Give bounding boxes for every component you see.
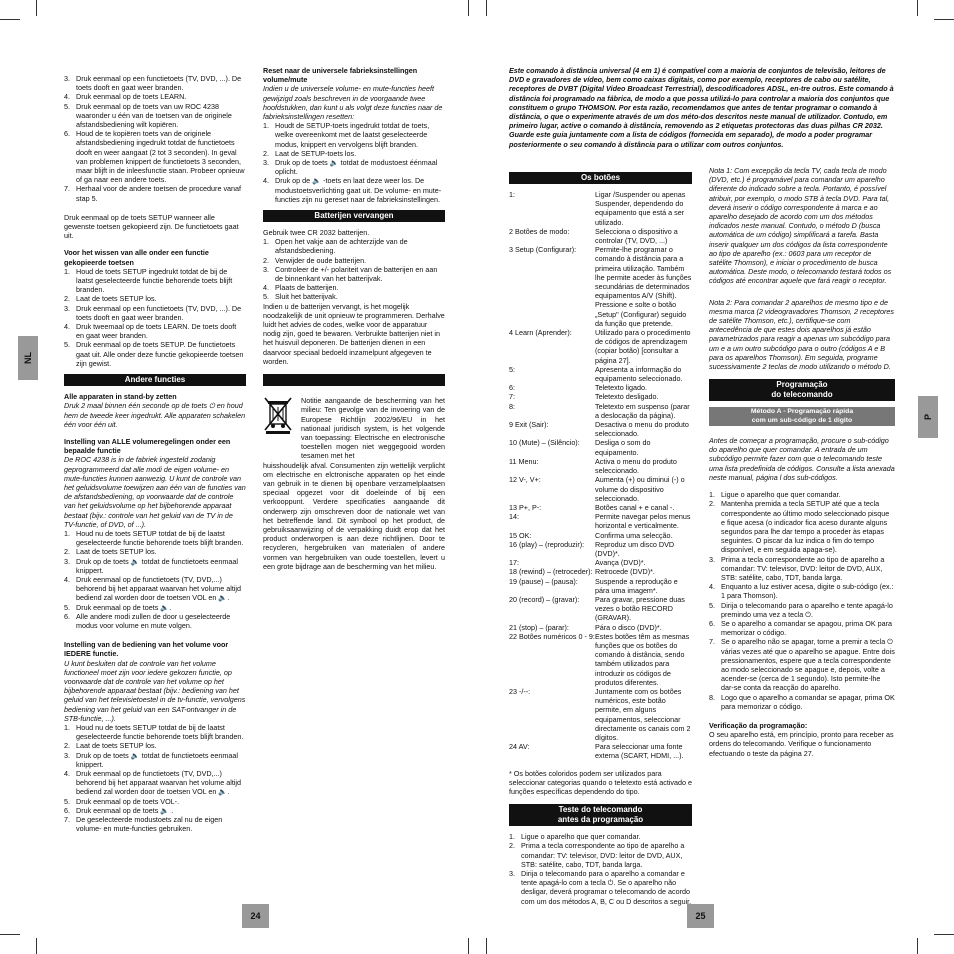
list-item [263,292,445,301]
list-item-text: Herhaal voor de andere toetsen de procedure vanaf stap 5. [76,184,242,203]
list-item [509,841,692,869]
list-item-text: De geselecteerde modustoets zal nu de eigen volume- en mute-functies gebruiken. [76,815,223,834]
reset-text: Indien u de universele volume- en mute-functies heeft gewijzigd zoals beschreven in de voorgaande twee hoofdstukken, dan kunt u als volgt deze functies naar de fabrieksinstellingen resetten: [263,84,443,122]
list-item-text: Druk eenmaal op de toets 🔈. [76,602,172,612]
learn-steps-list [64,74,246,203]
crop-mark [917,0,918,16]
list-item-number: 1. [263,237,269,247]
list-item-number: 3. [263,264,269,274]
section-header-buttons: Os botões [509,172,692,184]
button-key: 20 (record) – (gravar): [509,594,580,604]
test-steps-list [509,832,692,906]
note-2: Nota 2: Para comandar 2 aparelhos de mesmo tipo e de mesma marca (2 videogravadores Thomson, 2 receptores de satélite Thomson, etc.), certifique-se com antecedência de que estes dois aparelhos já estão parametrizados para reagir a apenas um subcódigo para um e a um outro subcódigo para o outro (códigos A e B para os aparelhos Thomson). Em seguida, programe sucessivamente 2 teclas de modo utilizando o método D. [709,297,894,372]
button-description-row [509,392,692,401]
page-number: 24 [242,904,269,928]
list-item [64,806,246,815]
list-item-text: Druk eenmaal op een functietoets (TV, DVD, ...). De toets dooft en gaat weer branden. [76,303,242,322]
button-description-row [509,503,692,512]
button-key: 15 OK: [509,530,532,540]
list-item [64,547,246,556]
list-item-number: 2. [64,547,70,557]
button-key: 8: [509,401,515,411]
list-item-text: Verwijder de oude batterijen. [275,255,367,265]
list-item-number: 1. [64,723,70,732]
standby-text: Druk 2 maal binnen één seconde op de toets ⏻ en houd hem de tweede keer ingedrukt. Alle apparaten schakelen één voor één uit. [64,401,246,429]
list-item [64,102,246,130]
test-header-line2: antes da programação [557,815,644,825]
list-item [709,619,895,637]
button-description-row [509,420,692,438]
button-description-row [509,383,692,392]
button-description: Permite navegar pelos menus horizontal e verticalmente. [595,512,691,531]
list-item [263,265,445,283]
list-item-text: Druk eenmaal op de toets VOL-. [76,796,180,806]
list-item-text: Druk eenmaal op de toets van uw ROC 4238 waaronder u één van de toetsen van de originele afstandsbediening wilt kopiëren. [76,101,232,130]
list-item-text: Druk eenmaal op de functietoets (TV, DVD,...) behorend bij het apparaat waarvan het volume altijd bediend zal worden door de toetsen VOL en 🔈. [76,574,242,603]
list-item-text: Druk eenmaal op een functietoets (TV, DVD, ...). De toets dooft en gaat weer branden. [76,74,242,93]
list-item [64,741,246,750]
list-item [263,176,445,204]
button-description-row [509,438,692,456]
list-item-text: Houd de te kopiëren toets van de originele afstandsbediening ingedrukt totdat de functietoets dooft en weer aangaat (2 tot 3 seconden). In geval van problemen knippert de functietoets 3 seconden, maar blijft in de inleesfunctie staan. Probeer opnieuw of ga naar een andere toets. [76,129,245,185]
list-item [64,184,246,202]
list-item-text: Laat de SETUP-toets los. [275,148,357,158]
list-item-number: 5. [64,602,70,612]
button-description-row [509,365,692,383]
list-item [64,267,246,295]
method-a-header [709,407,895,426]
list-item-number: 3. [64,303,70,313]
list-item [64,769,246,797]
list-item-number: 4. [263,176,269,186]
list-item-text: Dirija o telecomando para o aparelho a comandar e tente apagá-lo com a tecla ⏻. Se o aparelho não desligar, deverá programar o telecomando de acordo com um dos métodos A, B, C ou D descritos a seguir. [521,869,692,906]
button-description: Teletexto desligado. [595,392,659,402]
button-description: Reproduz um disco DVD (DVD)*. [595,539,675,558]
list-item [64,294,246,303]
list-item [64,723,246,741]
button-description: Suspende a reprodução e pára uma imagem*. [595,576,678,595]
crop-mark [36,938,37,954]
button-description-row [509,475,692,503]
list-item [709,555,895,583]
button-key: 2 Botões de modo: [509,226,570,236]
verify-text: O seu aparelho está, em princípio, pronto para receber as ordens do telecomando. Verifique o funcionamento efectuando o teste da página 27. [709,730,894,758]
erase-heading: Voor het wissen van alle onder een functie gekopieerde toetsen [64,248,209,267]
button-key: 24 AV: [509,742,530,752]
list-item-number: 4. [263,283,269,293]
list-item-text: Logo que o aparelho a comandar se apagar, prima OK para memorizar o código. [721,692,895,711]
button-description-row [509,567,692,576]
list-item [263,283,445,292]
button-description-row [509,190,692,227]
list-item-text: Open het vakje aan de achterzijde van de afstandsbediening. [275,237,408,256]
list-item-text: Druk op de 🔈 -toets en laat deze weer los. De modustoetsverlichting gaat uit. De volume- en mute-functies zijn nu gereset naar de fabrieksinstellingen. [275,176,442,204]
list-item [64,340,246,368]
list-item-number: 3. [64,556,70,566]
button-description-row [509,558,692,567]
button-description-row [509,742,692,760]
list-item [64,751,246,769]
language-tab-label: P [922,413,933,421]
list-item-number: 7. [64,815,70,825]
list-item-text: Sluit het batterijvak. [275,292,338,302]
button-description: Para seleccionar uma fonte externa (SCART, HDMI, ...). [595,742,684,761]
button-description-row [509,577,692,595]
button-key: 1: [509,190,515,199]
button-key: 14: [509,512,519,522]
list-item-number: 4. [709,582,715,592]
list-item-number: 3. [263,158,269,168]
list-item-text: Se o aparelho a comandar se apagou, prima OK para memorizar o código. [721,618,893,638]
button-description: Desactiva o menu do produto seleccionado. [595,420,689,439]
crop-mark [486,0,487,16]
list-item-number: 4. [64,92,70,102]
list-item-number: 5. [64,340,70,350]
list-item [709,499,895,554]
button-description: Apresenta a informação do equipamento seleccionado. [595,364,683,384]
list-item [64,603,246,612]
button-description-row [509,227,692,245]
button-description: Para gravar, pressione duas vezes o botão RECORD (GRAVAR). [595,594,685,623]
list-item-text: Plaats de batterijen. [275,283,339,293]
method-a-line1: Método A - Programação rápida [750,408,854,416]
button-description-row [509,402,692,420]
note-1: Nota 1: Com excepção da tecla TV, cada tecla de modo (DVD, etc.) é programável para comandar um aparelho diferente do indicado sobre a tecla. Portanto, é possível atribuir, por exemplo, o modo STB à tecla DVD. Para tal, deverá inserir o código correspondente à marca e ao aparelho desejado de acordo com um dos métodos indicados neste manual. Contudo, o método D (busca automática de um código) simplificará a tarefa. Basta inserir qualquer um dos códigos da lista correspondente ao tipo de aparelho (ex.: 0603 para um receptor de satélite Thomson), e iniciar o procedimento de busca automática. Deste modo, o telecomando testará todos os códigos até encontrar aquele que fará reagir o receptor. [709,166,892,286]
list-item-number: 4. [64,574,70,584]
verify-heading: Verificação da programação: [709,720,808,730]
setup-note: Druk eenmaal op de toets SETUP wanneer alle gewenste toetsen gekopieerd zijn. De functietoets gaat uit. [64,212,239,241]
list-item-text: Mantenha premida a tecla SETUP até que a tecla correspondente ao último modo seleccionado pisque e fique acesa (o indicador fica aceso durante alguns segundos para lhe dar tempo a proceder às etapas seguintes. O piscar da luz indica o fim do tempo disponível, e em seguida apaga-se). [721,499,890,555]
button-description: Estes botões têm as mesmas funções que os botões do comando à distância, sendo também utilizados para introduzir os códigos de produtos diferentes. [595,631,690,687]
list-item-text: Druk eenmaal op de toets SETUP. De functietoets gaat uit. Alle onder deze functie gekopieerde toetsen zijn gewist. [76,340,244,368]
button-key: 21 (stop) – (parar): [509,622,569,632]
button-description-row [509,512,692,530]
left-column-2 [263,66,445,571]
button-description: Juntamente com os botões numéricos, este botão permite, em alguns equipamentos, seleccionar directamente os canais com 2 dígitos. [595,686,691,742]
battery-steps-list [263,237,445,301]
list-item-text: Druk op de toets 🔈 totdat de modustoest éénmaal oplicht. [275,158,438,177]
list-item-text: Druk op de toets 🔈 totdat de functietoets eenmaal knippert. [76,556,238,575]
list-item-number: 1. [64,266,70,276]
list-item-text: Houd nu de toets SETUP totdat de bij de laatst geselecteerde functie behorende toets blijft branden. [76,723,244,742]
erase-steps-list [64,267,246,368]
list-item [709,490,895,499]
list-item-text: Druk eenmaal op de functietoets (TV, DVD,...) behorend bij het apparaat waarvan het volume altijd bediend zal worden door de toetsen VOL en 🔈. [76,769,242,797]
list-item-number: 3. [64,74,70,83]
list-item [509,832,692,841]
list-item [263,237,445,255]
button-description: Permite-lhe programar o comando à distância para a primeira utilização. Também lhe permite aceder às funções secundárias de determinados equipamentos A/V (Shift). Pressione e solte o botão „Setup" (Configurar) seguido da função que pretende. [595,245,692,328]
volume-one-steps-list [64,723,246,833]
list-item-text: Dirija o telecomando para o aparelho e tente apagá-lo premindo uma vez a tecla ⏻. [721,600,893,619]
intro-text: Este comando à distância universal (4 em 1) é compatível com a maioria de conjuntos de televisão, leitores de DVD e gravadores de vídeo, bem como caixas digitais, como por exemplo, receptores de cabo ou satélite, receptores de DVBT (Digital Video Broadcast Terrestrial), descodificadores ADSL, en-tre outros. Este comando à distância foi programado na fábrica, de modo a que possa utilizá-lo para controlar a maioria dos conjuntos que constituem o grupo THOMSON. Por esta razão, recomendamos que antes de tentar programar o comando à distância, o que o experimente através de um dos méto-dos descritos neste manual de utilizador. Contudo, em primeiro lugar, active o comando à distância, removendo as 2 etiquetas protectoras das duas pilhas CR 2032. Guarde este guia juntamente com a lista de códigos (fornecida em separado), de modo a poder programar posteriormente o seu comando à distância para o utilizar com outros conjuntos. [509,66,894,149]
button-key: 10 (Mute) – (Silêncio): [509,438,580,448]
crop-mark [934,19,954,20]
list-item-text: Controleer de +/- polariteit van de batterijen en aan de binnenkant van het batterijvak. [275,264,438,284]
list-item-text: Laat de toets SETUP los. [76,294,157,304]
list-item-number: 2. [709,499,715,509]
list-item-text: Houdt de SETUP-toets ingedrukt totdat de toets, welke overeenkomt met de laatst geselecteerde modus, knippert en vervolgens blijft branden. [275,121,430,149]
list-item [709,601,895,619]
list-item-number: 2. [263,148,269,158]
button-description-row [509,531,692,540]
button-description: Desliga o som do equipamento. [595,438,651,457]
list-item-number: 6. [64,611,70,621]
button-key: 4 Learn (Aprender): [509,328,572,338]
list-item-number: 1. [64,528,70,538]
button-description: Retrocede (DVD)*. [595,567,655,577]
battery-intro: Gebruik twee CR 2032 batterijen. [263,228,370,238]
language-tab-label: NL [23,352,33,364]
list-item-number: 1. [709,490,715,500]
button-key: 22 Botões numéricos 0 - 9: [509,631,595,641]
list-item [64,815,246,833]
list-item [263,121,445,149]
section-header-test [509,804,692,826]
list-item [64,92,246,101]
list-item-text: Ligue o aparelho que quer comandar. [721,490,841,500]
list-item-number: 2. [509,841,515,851]
list-item [709,693,895,711]
list-item-number: 7. [709,637,715,647]
button-description: Confirma uma selecção. [595,530,673,540]
list-item-text: Alle andere modi zullen de door u geselecteerde modus voor volume en mute volgen. [76,611,231,630]
list-item-number: 1. [509,832,515,842]
list-item-number: 7. [64,184,70,194]
list-item-text: Houd nu de toets SETUP totdat de bij de laatst geselecteerde functie behorende toets blijft branden. [76,528,244,548]
button-description-row [509,540,692,558]
page-number: 25 [687,904,714,928]
list-item-text: Druk op de toets 🔈 totdat de functietoets eenmaal knippert. [76,750,238,769]
list-item [64,557,246,575]
list-item-number: 2. [263,255,269,265]
list-item [64,612,246,630]
button-description: Teletexto em suspenso (parar a deslocação da página). [595,401,690,420]
button-description: Teletexto ligado. [595,383,647,393]
list-item-number: 6. [64,129,70,139]
volume-one-heading: Instelling van de bediening van het volume voor IEDERE functie. [64,640,229,659]
crop-mark [468,0,469,16]
list-item [64,529,246,547]
list-item-text: Druk eenmaal op de toets 🔈 . [76,805,174,815]
list-item [64,575,246,603]
section-header-environment [263,374,445,386]
list-item [64,304,246,322]
button-description: Ligar /Suspender ou apenas Suspender, dependendo do equipamento que está a ser utilizado. [595,190,686,227]
crop-mark [0,934,20,935]
button-key: 3 Setup (Configurar): [509,245,577,255]
weee-block [263,396,445,460]
list-item-number: 3. [64,750,70,760]
button-key: 23 -/--: [509,686,531,696]
button-key: 12 V-, V+: [509,475,541,485]
buttons-footnote: * Os botões coloridos podem ser utilizados para seleccionar categorias quando o teletexto está activado e funções específicas dependendo do tipo. [509,768,693,796]
button-key: 11 Menu: [509,456,539,466]
list-item [263,256,445,265]
language-tab-nl [18,336,38,380]
reset-heading: Reset naar de universele fabrieksinstellingen volume/mute [263,66,418,85]
button-description: Utilizado para o procedimento de códigos de aprendizagem (copiar botão) [consultar a página 27]. [595,328,691,365]
reset-steps-list [263,121,445,204]
prog-header-line1: Programação [776,380,828,390]
volume-one-text: U kunt besluiten dat de controle van het volume functioneel moet zijn voor iedere gekozen functie, op voorwaarde dat de controle van het volume op het bijbehorende apparaat bestaat (bijv.: bediening van het geluid van het televisietoestel in de tv-functie, vervolgens bediening van het geluid van een SAT-ontvanger in de STB-functie, ...). [64,658,246,723]
list-item-text: Se o aparelho não se apagar, torne a premir a tecla ⏻ várias vezes até que o aparelho se apague. Entre dois pressionamentos, espere que a tecla correspondente ao modo seleccionado se apague e, depois, volte a acender-se (cerca de 1 segundo). Isto permite-lhe dar-se conta da reacção do aparelho. [721,637,895,693]
method-a-intro: Antes de começar a programação, procure o sub-código do aparelho que quer comandar. A entrada de um subcódigo permite fazer com que o telecomando teste uma lista predefinida de códigos. Consulte a lista anexada neste manual, página l dos sub-códigos. [709,436,895,482]
volume-all-text: De ROC 4238 is in de fabriek ingesteld zodanig geprogrammeerd dat alle modi de eigen volume- en mute-functies kunnen aanwezig. U kunt de controle van het geluidsvolume toewijzen aan één van de functies van de afstandsbediening, op voorwaarde dat de controle van het geluidsvolume op het bijbehorende apparaat bestaat (bijv.: controle van het geluid van de TV in de TV-functie, of DVD, of ...). [64,455,246,529]
list-item-number: 8. [709,692,715,702]
button-description-row [509,457,692,475]
list-item-number: 6. [709,618,715,628]
list-item-text: Houd de toets SETUP ingedrukt totdat de bij de laatst geselecteerde functie behorende toets blijft branden. [76,266,233,295]
list-item-number: 5. [263,292,269,302]
weee-text-side: Notitie aangaande de bescherming van het milieu: Ten gevolge van de invoering van de Europese Richtlijn 2002/96/EU in het nationaal juridisch system, is het volgende van toepassing: Electrische en electronische toestellen mogen niet weggegooid worden tesamen met het [301,396,445,461]
list-item [64,74,246,92]
section-header-other-functions: Andere functies [64,374,246,386]
button-key: 17: [509,558,519,568]
crop-mark [0,19,20,20]
crop-mark [36,0,37,16]
button-description: Selecciona o dispositivo a controlar (TV, DVD, ...) [595,226,678,246]
button-key: 9 Exit (Sair): [509,420,549,430]
list-item-text: Laat de toets SETUP los. [76,547,157,557]
volume-all-steps-list [64,529,246,630]
language-tab-p [918,396,938,438]
list-item-number: 1. [263,121,269,131]
crop-mark [934,934,954,935]
battery-text: Indien u de batterijen vervangt, is het mogelijk noodzakelijk de unit opnieuw te programmeren. Derhalve luidt het advies de codes, welke voor de apparatuur nodig zijn, goed te bewaren. Verbruikte batterijen niet in het huisvuil deponeren. De batterijen dienen in een daarvoor speciaal bedoeld inzamelpunt afgegeven te worden. [263,301,445,366]
method-a-steps-list [709,490,895,711]
button-key: 18 (rewind) – (retroceder): [509,567,593,577]
list-item [64,322,246,340]
list-item-number: 3. [709,554,715,564]
button-description: Botões canal + e canal -. [595,502,675,512]
method-a-line2: com um sub-código de 1 dígito [751,416,853,424]
button-description: Activa o menu do produto seleccionado. [595,456,677,476]
button-description: Avança (DVD)*. [595,558,646,568]
section-header-programming [709,379,895,401]
list-item [509,869,692,906]
button-description: Pára o disco (DVD)*. [595,622,662,632]
crop-mark [917,938,918,954]
button-key: 6: [509,383,515,393]
button-key: 16 (play) – (reproduzir): [509,539,585,549]
right-intro [509,66,895,149]
list-item [263,158,445,176]
crop-mark [468,938,469,954]
list-item [709,582,895,600]
crossed-bin-icon [263,396,293,434]
button-description-row [509,245,692,328]
section-header-batteries: Batterijen vervangen [263,210,445,222]
list-item-number: 2. [64,294,70,304]
list-item-text: Prima a tecla correspondente ao tipo de aparelho a comandar: TV: televisor, DVD: leitor de DVD, AUX, STB: satélite, cabo, TDT, banda larga. [521,841,685,869]
list-item-text: Druk tweemaal op de toets LEARN. De toets dooft en gaat weer branden. [76,322,237,341]
list-item [64,797,246,806]
buttons-list [509,190,692,761]
button-description-row [509,595,692,623]
list-item [263,149,445,158]
button-key: 5: [509,364,515,374]
list-item-text: Laat de toets SETUP los. [76,741,157,751]
list-item-number: 6. [64,805,70,815]
list-item-number: 2. [64,741,70,751]
button-description-row [509,328,692,365]
left-column-1 [64,74,246,833]
list-item-number: 4. [64,769,70,779]
standby-heading: Alle apparaten in stand-by zetten [64,392,177,402]
list-item-text: Druk eenmaal op de toets LEARN. [76,92,187,102]
list-item-number: 5. [709,600,715,610]
list-item-text: Ligue o aparelho que quer comandar. [521,832,641,842]
right-column-1 [509,166,692,906]
list-item-number: 5. [64,796,70,806]
list-item-text: Prima a tecla correspondente ao tipo de aparelho a comandar: TV: televisor, DVD: leitor de DVD, AUX, STB: satélite, cabo, TDT, banda larga. [721,554,885,582]
button-description-row [509,632,692,687]
list-item [64,129,246,184]
list-item-text: Enquanto a luz estiver acesa, digite o sub-código (ex.: 1 para Thomson). [721,582,894,601]
prog-header-line2: do telecomando [771,390,833,400]
volume-all-heading: Instelling van ALLE volumeregelingen onder een bepaalde functie [64,436,231,456]
test-header-line1: Teste do telecomando [558,805,643,815]
button-key: 19 (pause) – (pausa): [509,576,578,586]
button-description-row [509,687,692,742]
button-description: Aumenta (+) ou diminui (-) o volume do dispositivo seleccionado. [595,475,685,503]
weee-text-rest: huisshoudelijk afval. Consumenten zijn wettelijk verplicht om electrische en elctronische apparaten op het einde van gebruik in te dienen bij openbare verzamelplaatsen speciaal opgezet voor dit doeleinde of bij een verkooppunt. Verdere specificaties aangaande dit onderwerp zijn omschreven door de nationale wet van het betreffende land. Dit symbool op het product, de gebruiksaanwijzing of de verpakking duidt erop dat het product onderworpen is aan deze richtlijnen. Door te recycleren, hergebruiken van materialen of andere vormen van hergebruiken van oude toestellen, levert u een grote bijdrage aan de bescherming van het milieu. [263,460,445,571]
button-description-row [509,623,692,632]
list-item-number: 4. [64,322,70,332]
button-key: 13 P+, P-: [509,502,542,512]
list-item-number: 5. [64,101,70,111]
right-column-2 [709,166,895,758]
button-key: 7: [509,392,515,402]
list-item-number: 3. [509,869,515,879]
crop-mark [486,938,487,954]
list-item [709,637,895,692]
